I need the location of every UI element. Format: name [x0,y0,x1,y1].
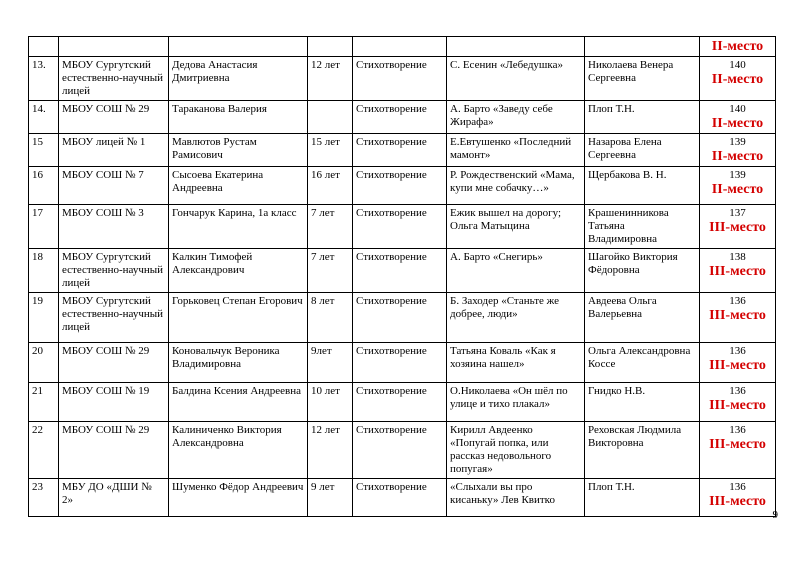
score-cell [700,383,776,422]
score-value: 138 [729,251,746,263]
genre-cell: Стихотворение [353,479,447,517]
work-cell: Ежик вышел на дорогу; Ольга Матыцина [447,205,585,249]
num-cell: 13. [29,57,59,101]
num-cell: 15 [29,134,59,167]
school-cell: МБОУ лицей № 1 [59,134,169,167]
teacher-cell: Щербакова В. Н. [585,167,700,205]
num-cell: 22 [29,422,59,479]
score-cell [700,249,776,293]
genre-cell: Стихотворение [353,422,447,479]
score-value: 136 [729,295,746,307]
score-cell [700,479,776,517]
score-value: 136 [729,345,746,357]
score-cell [700,167,776,205]
school-cell [59,37,169,57]
work-cell: Кирилл Авдеенко «Попугай попка, или рассказ недовольного попугая» [447,422,585,479]
score-cell [700,101,776,134]
teacher-cell: Авдеева Ольга Валерьевна [585,293,700,343]
score-value: 136 [729,424,746,436]
school-cell: МБОУ СОШ № 7 [59,167,169,205]
age-cell: 12 лет [308,422,353,479]
age-cell: 16 лет [308,167,353,205]
name-cell: Шуменко Фёдор Андреевич [169,479,308,517]
num-cell: 17 [29,205,59,249]
num-cell: 14. [29,101,59,134]
place-label: III-место [709,398,766,413]
place-label: III-место [709,437,766,452]
score-value: 139 [729,169,746,181]
genre-cell: Стихотворение [353,134,447,167]
school-cell: МБОУ СОШ № 3 [59,205,169,249]
school-cell: МБОУ Сургутский естественно-научный лицей [59,57,169,101]
page-number: 9 [772,509,778,521]
results-table [28,36,776,517]
table-row [29,134,776,167]
work-cell: «Слыхали вы про кисаньку» Лев Квитко [447,479,585,517]
work-cell: А. Барто «Заведу себе Жирафа» [447,101,585,134]
genre-cell: Стихотворение [353,101,447,134]
results-table-body [29,37,776,517]
school-cell: МБОУ СОШ № 29 [59,343,169,383]
genre-cell [353,37,447,57]
place-label: III-место [709,494,766,509]
score-cell [700,422,776,479]
teacher-cell: Крашенинникова Татьяна Владимировна [585,205,700,249]
score-cell [700,205,776,249]
table-row [29,57,776,101]
score-value: 137 [729,207,746,219]
age-cell: 9лет [308,343,353,383]
place-label: II-место [711,72,764,87]
score-value: 136 [729,385,746,397]
age-cell: 9 лет [308,479,353,517]
table-row [29,383,776,422]
num-cell: 23 [29,479,59,517]
work-cell: А. Барто «Снегирь» [447,249,585,293]
name-cell: Калиниченко Виктория Александровна [169,422,308,479]
age-cell [308,101,353,134]
place-label: II-место [711,182,764,197]
work-cell: Е.Евтушенко «Последний мамонт» [447,134,585,167]
teacher-cell: Плоп Т.Н. [585,479,700,517]
num-cell: 16 [29,167,59,205]
table-row [29,167,776,205]
work-cell: Б. Заходер «Станьте же добрее, люди» [447,293,585,343]
name-cell: Мавлютов Рустам Рамисович [169,134,308,167]
genre-cell: Стихотворение [353,57,447,101]
age-cell: 7 лет [308,205,353,249]
num-cell: 19 [29,293,59,343]
work-cell [447,37,585,57]
genre-cell: Стихотворение [353,343,447,383]
age-cell [308,37,353,57]
place-label: II-место [711,149,764,164]
place-label: III-место [709,358,766,373]
score-cell [700,343,776,383]
teacher-cell: Шагойко Виктория Фёдоровна [585,249,700,293]
table-row-continued [29,37,776,57]
score-cell [700,293,776,343]
score-value: 136 [729,481,746,493]
name-cell: Гончарук Карина, 1а класс [169,205,308,249]
age-cell: 7 лет [308,249,353,293]
school-cell: МБОУ СОШ № 29 [59,422,169,479]
genre-cell: Стихотворение [353,383,447,422]
genre-cell: Стихотворение [353,167,447,205]
num-cell [29,37,59,57]
school-cell: МБУ ДО «ДШИ № 2» [59,479,169,517]
num-cell: 21 [29,383,59,422]
name-cell: Коновальчук Вероника Владимировна [169,343,308,383]
score-value: 140 [729,59,746,71]
name-cell [169,37,308,57]
name-cell: Тараканова Валерия [169,101,308,134]
work-cell: С. Есенин «Лебедушка» [447,57,585,101]
table-row [29,422,776,479]
school-cell: МБОУ Сургутский естественно-научный лицей [59,249,169,293]
school-cell: МБОУ Сургутский естественно-научный лицей [59,293,169,343]
genre-cell: Стихотворение [353,293,447,343]
genre-cell: Стихотворение [353,249,447,293]
name-cell: Сысоева Екатерина Андреевна [169,167,308,205]
teacher-cell: Николаева Венера Сергеевна [585,57,700,101]
score-value: 139 [729,136,746,148]
table-row [29,479,776,517]
score-value: 140 [729,103,746,115]
table-row [29,343,776,383]
teacher-cell: Реховская Людмила Викторовна [585,422,700,479]
teacher-cell: Назарова Елена Сергеевна [585,134,700,167]
work-cell: О.Николаева «Он шёл по улице и тихо плакал» [447,383,585,422]
name-cell: Калкин Тимофей Александрович [169,249,308,293]
place-label: III-место [709,264,766,279]
name-cell: Горьковец Степан Егорович [169,293,308,343]
age-cell: 15 лет [308,134,353,167]
work-cell: Татьяна Коваль «Как я хозяина нашел» [447,343,585,383]
genre-cell: Стихотворение [353,205,447,249]
table-row [29,205,776,249]
place-label: II-место [711,39,764,54]
teacher-cell: Ольга Александровна Коссе [585,343,700,383]
place-label: III-место [709,308,766,323]
score-cell [700,57,776,101]
num-cell: 18 [29,249,59,293]
name-cell: Дедова Анастасия Дмитриевна [169,57,308,101]
work-cell: Р. Рождественский «Мама, купи мне собачку…» [447,167,585,205]
num-cell: 20 [29,343,59,383]
age-cell: 12 лет [308,57,353,101]
place-label: III-место [709,220,766,235]
teacher-cell: Гнидко Н.В. [585,383,700,422]
school-cell: МБОУ СОШ № 19 [59,383,169,422]
age-cell: 8 лет [308,293,353,343]
name-cell: Балдина Ксения Андреевна [169,383,308,422]
place-label: II-место [711,116,764,131]
school-cell: МБОУ СОШ № 29 [59,101,169,134]
table-row [29,249,776,293]
age-cell: 10 лет [308,383,353,422]
teacher-cell [585,37,700,57]
score-cell [700,37,776,57]
table-row [29,293,776,343]
table-row [29,101,776,134]
teacher-cell: Плоп Т.Н. [585,101,700,134]
score-cell [700,134,776,167]
